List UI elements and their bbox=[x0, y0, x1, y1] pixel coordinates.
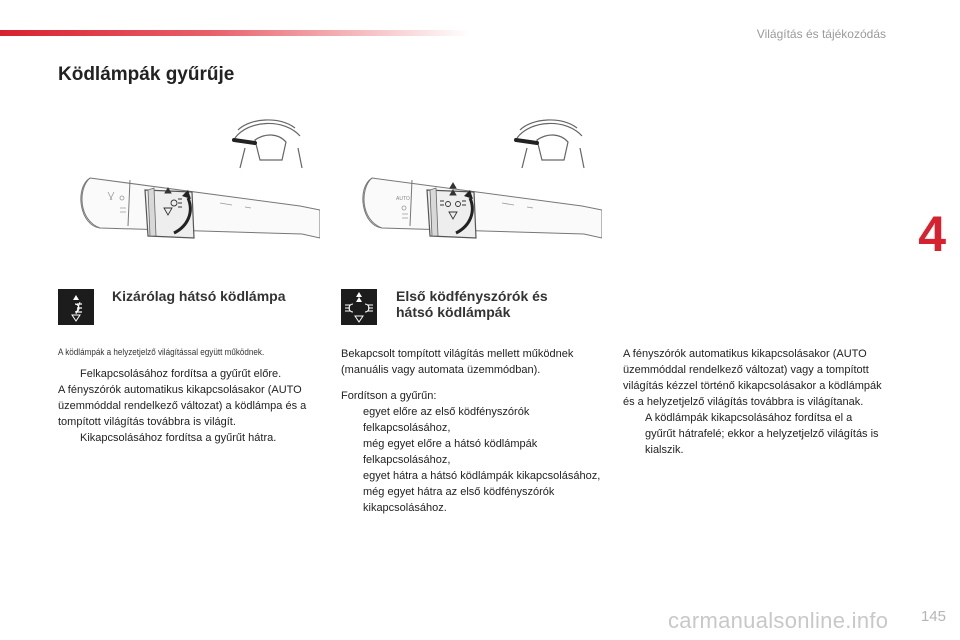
rear-fog-lamp-icon bbox=[58, 289, 94, 325]
right-column-text bbox=[623, 346, 885, 458]
page-number: 145 bbox=[920, 608, 946, 625]
list-item: még egyet hátra az első ködfényszórók kikapcsolásához. bbox=[341, 484, 609, 516]
bullet-icon bbox=[341, 436, 363, 468]
bullet-icon bbox=[341, 404, 363, 436]
left-column-text bbox=[58, 366, 308, 446]
middle-column-text bbox=[341, 346, 609, 516]
bullet-icon bbox=[58, 366, 80, 382]
rear-fog-symbol-box bbox=[58, 289, 94, 325]
bullet-icon bbox=[341, 484, 363, 516]
stalk-body bbox=[81, 178, 320, 238]
wiper-lever-icon bbox=[234, 140, 255, 143]
list-item: Felkapcsolásához fordítsa a gyűrűt előre. bbox=[58, 366, 308, 382]
list-item: egyet hátra a hátsó ködlámpák kikapcsolásához, bbox=[341, 468, 609, 484]
watermark: carmanualsonline.info bbox=[668, 608, 889, 633]
front-rear-fog-section-title: Első ködfényszórók és hátsó ködlámpák bbox=[396, 288, 548, 320]
header-accent-bar bbox=[0, 30, 470, 36]
stalk-illustration-rear-fog bbox=[70, 108, 320, 253]
rear-fog-section-title: Kizárólag hátsó ködlámpa bbox=[112, 288, 286, 304]
section-header: Világítás és tájékozódás bbox=[756, 27, 886, 41]
wiper-lever-icon bbox=[516, 140, 537, 143]
front-rear-fog-lamp-icon bbox=[341, 289, 377, 325]
fog-note: A ködlámpák a helyzetjelző világítással együtt működnek. bbox=[58, 347, 265, 357]
paragraph: Fordítson a gyűrűn: bbox=[341, 390, 437, 402]
list-item: Kikapcsolásához fordítsa a gyűrűt hátra. bbox=[58, 430, 308, 446]
bullet-icon bbox=[341, 468, 363, 484]
paragraph: A fényszórók automatikus kikapcsolásakor (AUTO üzemmóddal rendelkező változat) vagy a tompított világítás kézzel történő kikapcsolásakor a ködlámpák és a helyzetjelző világítás továbbra is világítanak. bbox=[623, 348, 882, 408]
chapter-number: 4 bbox=[918, 206, 946, 262]
steering-wheel-icon bbox=[517, 120, 584, 168]
page-title: Ködlámpák gyűrűje bbox=[58, 64, 235, 85]
bullet-icon bbox=[58, 430, 80, 446]
paragraph: Bekapcsolt tompított világítás mellett működnek (manuális vagy automata üzemmódban). bbox=[341, 348, 574, 376]
front-rear-fog-symbol-box bbox=[341, 289, 377, 325]
list-item: A ködlámpák kikapcsolásához fordítsa el a gyűrűt hátrafelé; ekkor a helyzetjelző világítás is kialszik. bbox=[623, 410, 885, 458]
list-item: egyet előre az első ködfényszórók felkapcsolásához, bbox=[341, 404, 609, 436]
stalk-body bbox=[363, 178, 602, 238]
list-item: még egyet előre a hátsó ködlámpák felkapcsolásához, bbox=[341, 436, 609, 468]
bullet-icon bbox=[623, 410, 645, 458]
paragraph: A fényszórók automatikus kikapcsolásakor (AUTO üzemmóddal rendelkező változat) a ködlámpa és a tompított világítás továbbra is világít. bbox=[58, 384, 307, 428]
stalk-illustration-front-rear-fog bbox=[352, 108, 602, 253]
auto-label: AUTO bbox=[396, 196, 410, 202]
steering-wheel-icon bbox=[235, 120, 302, 168]
